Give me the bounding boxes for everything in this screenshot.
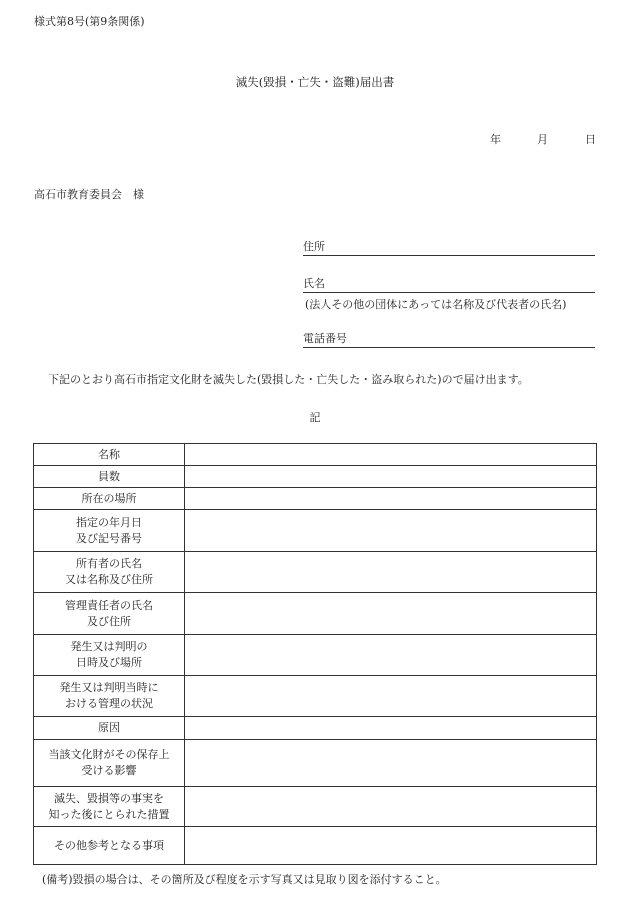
row-label: 当該文化財がその保存上 受ける影響 <box>34 740 185 787</box>
table-row <box>34 488 597 510</box>
row-label: 所在の場所 <box>34 488 185 510</box>
date-year-label: 年 <box>490 133 501 146</box>
body-text: 下記のとおり高石市指定文化財を滅失した(毀損した・亡失した・盗み取られた)ので届け出ます。 <box>48 373 529 386</box>
ki-heading: 記 <box>309 411 321 424</box>
address-field[interactable] <box>303 241 595 256</box>
row-label: 員数 <box>34 466 185 488</box>
row-label: 滅失、毀損等の事実を 知った後にとられた措置 <box>34 787 185 827</box>
name-label: 氏名 <box>303 277 325 290</box>
row-value-cell[interactable] <box>185 488 597 510</box>
row-value-cell[interactable] <box>185 740 597 787</box>
row-label: 発生又は判明当時に おける管理の状況 <box>34 676 185 717</box>
info-table <box>33 443 597 865</box>
row-value-cell[interactable] <box>185 466 597 488</box>
row-value-cell[interactable] <box>185 510 597 552</box>
name-note: (法人その他の団体にあっては名称及び代表者の氏名) <box>305 298 567 311</box>
table-row <box>34 444 597 466</box>
address-label: 住所 <box>303 240 325 253</box>
date-month-label: 月 <box>537 133 548 146</box>
remark-note: (備考)毀損の場合は、その箇所及び程度を示す写真又は見取り図を添付すること。 <box>42 873 447 886</box>
row-value-cell[interactable] <box>185 552 597 593</box>
form-number: 様式第8号(第9条関係) <box>34 15 145 28</box>
name-field[interactable] <box>303 278 595 293</box>
row-value-cell[interactable] <box>185 717 597 740</box>
table-row <box>34 635 597 676</box>
row-label: 原因 <box>34 717 185 740</box>
row-label: 指定の年月日 及び記号番号 <box>34 510 185 552</box>
table-row <box>34 787 597 827</box>
table-row <box>34 466 597 488</box>
document-title: 滅失(毀損・亡失・盗難)届出書 <box>235 75 395 89</box>
row-value-cell[interactable] <box>185 593 597 635</box>
row-label: 発生又は判明の 日時及び場所 <box>34 635 185 676</box>
table-row <box>34 593 597 635</box>
addressee: 高石市教育委員会 様 <box>34 188 144 201</box>
table-row <box>34 676 597 717</box>
table-row <box>34 717 597 740</box>
row-label: 管理責任者の氏名 及び住所 <box>34 593 185 635</box>
date-day-label: 日 <box>585 133 596 146</box>
table-row <box>34 552 597 593</box>
row-label: その他参考となる事項 <box>34 827 185 865</box>
row-value-cell[interactable] <box>185 827 597 865</box>
row-value-cell[interactable] <box>185 787 597 827</box>
phone-label: 電話番号 <box>303 332 347 345</box>
table-row <box>34 510 597 552</box>
table-row <box>34 740 597 787</box>
row-value-cell[interactable] <box>185 444 597 466</box>
table-row <box>34 827 597 865</box>
row-value-cell[interactable] <box>185 676 597 717</box>
row-label: 名称 <box>34 444 185 466</box>
row-value-cell[interactable] <box>185 635 597 676</box>
phone-field[interactable] <box>303 333 595 348</box>
row-label: 所有者の氏名 又は名称及び住所 <box>34 552 185 593</box>
